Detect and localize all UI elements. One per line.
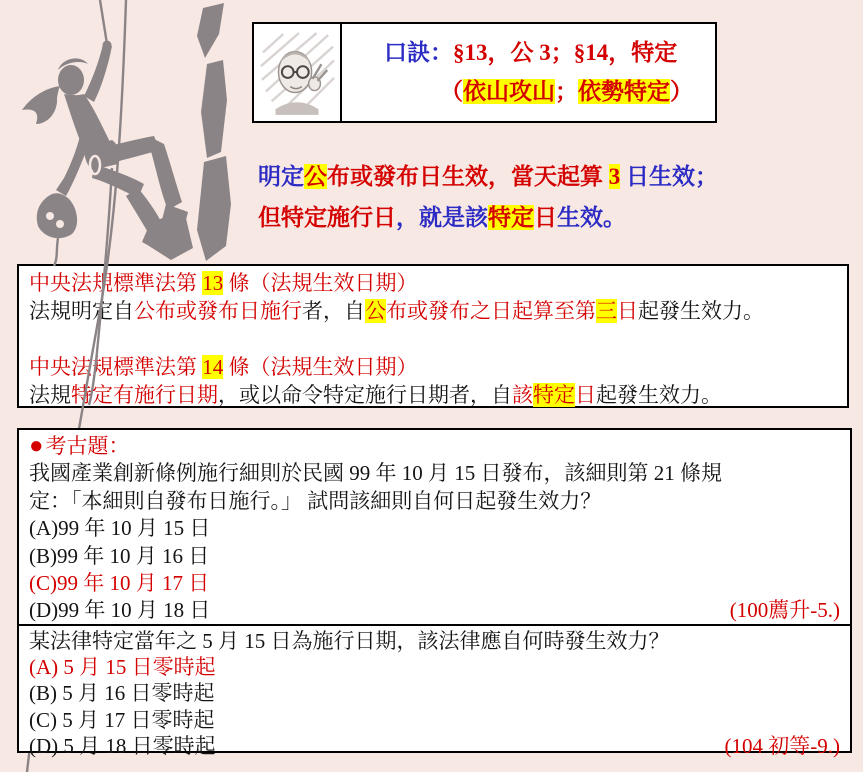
- q2-source: (104 初等-9.): [724, 733, 840, 758]
- dangling-rope: [54, 238, 58, 266]
- mnemonic-line-2: （依山攻山；依勢特定）: [440, 79, 693, 104]
- summary-line-2: 但特定施行日，就是該特定日生效。: [258, 205, 626, 230]
- q2-option-c: (C) 5 月 17 日零時起: [29, 707, 215, 732]
- questions-header: [29, 433, 840, 460]
- q2-option-d-row: [29, 733, 840, 759]
- q1-option-d: (D)99 年 10 月 18 日: [29, 598, 211, 623]
- q1-option-a: (A)99 年 10 月 15 日: [29, 516, 211, 541]
- rock-face: [149, 3, 231, 261]
- questions-header-label: 考古題：: [45, 434, 130, 458]
- mnemonic-line-1: 口訣：§13，公 3；§14，特定: [384, 40, 678, 65]
- article-14-text: 法規特定有施行日期，或以命令特定施行日期者，自該特定日起發生效力。: [29, 383, 722, 407]
- q2-stem-line-1: 某法律特定當年之 5 月 15 日為施行日期，該法律應自何時發生效力？: [29, 629, 670, 653]
- article-13-text: 法規明定自公布或發布日施行者，自公布或發布之日起算至第三日起發生效力。: [29, 299, 764, 323]
- statute-box: [17, 264, 849, 408]
- q1-option-d-row: [29, 597, 840, 624]
- bullet-icon: ●: [29, 433, 44, 459]
- climber-figure: [22, 41, 188, 253]
- summary-note: [258, 156, 718, 238]
- q2-option-a: (A) 5 月 15 日零時起: [29, 655, 216, 680]
- statute-spacer: [29, 325, 837, 353]
- summary-line-1: 明定公布或發布日生效，當天起算 3 日生效；: [258, 164, 718, 189]
- article-14-title: 中央法規標準法第 14 條（法規生效日期）: [29, 355, 418, 379]
- q1-stem-line-1: 我國產業創新條例施行細則於民國 99 年 10 月 15 日發布，該細則第 21 條規: [29, 461, 722, 486]
- climbing-rope-top: [100, 0, 107, 44]
- teacher-portrait-sketch-icon: [258, 30, 336, 116]
- question-1: [19, 430, 850, 624]
- exam-questions-box: [17, 428, 852, 758]
- mnemonic-text: [342, 24, 715, 121]
- portrait-cell: [254, 24, 342, 121]
- q1-option-b: (B)99 年 10 月 16 日: [29, 543, 210, 568]
- q1-option-c: (C)99 年 10 月 17 日: [29, 571, 210, 596]
- question-2: [19, 624, 850, 759]
- mnemonic-box: [252, 22, 717, 123]
- q2-option-b: (B) 5 月 16 日零時起: [29, 681, 215, 706]
- q1-source: (100薦升-5.): [729, 598, 840, 623]
- article-13-title: 中央法規標準法第 13 條（法規生效日期）: [29, 271, 418, 295]
- q2-option-d: (D) 5 月 18 日零時起: [29, 733, 216, 758]
- q1-stem-line-2: 定：「本細則自發布日施行。」 試問該細則自何日起發生效力？: [29, 488, 602, 513]
